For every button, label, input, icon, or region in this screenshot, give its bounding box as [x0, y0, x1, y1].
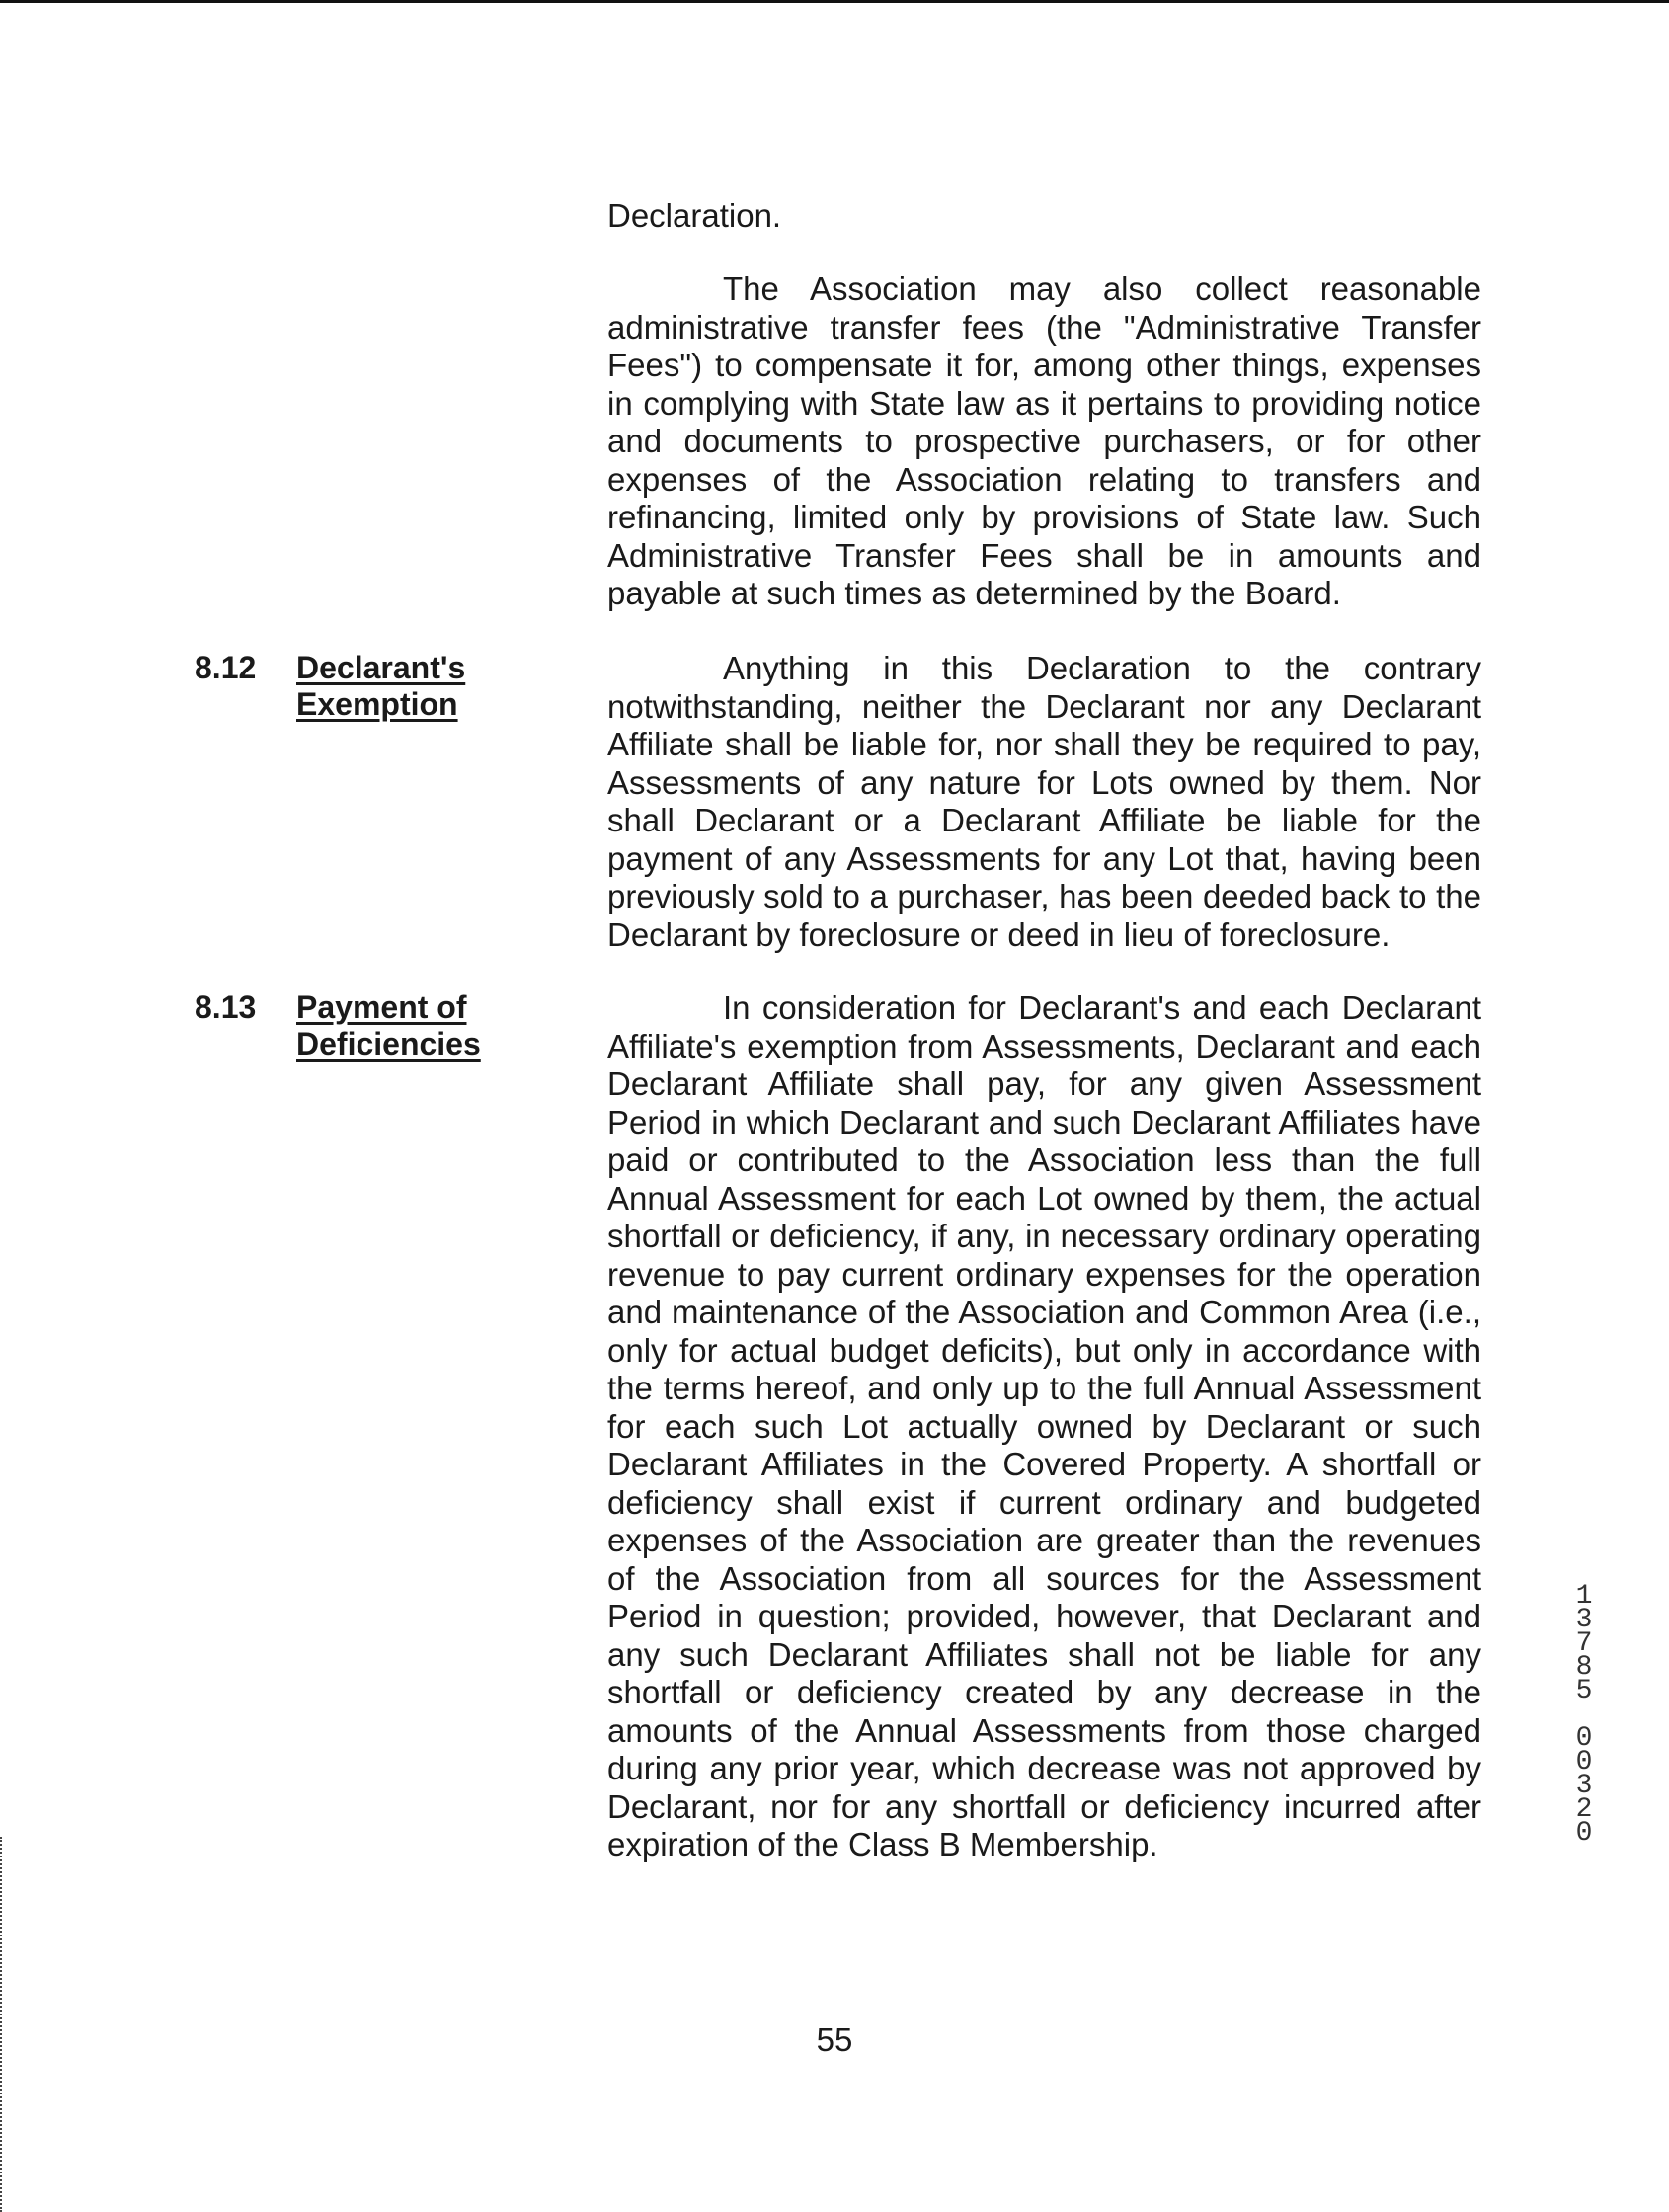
scan-edge-mark	[0, 1837, 4, 2212]
page-number: 55	[816, 2021, 853, 2058]
section-8-13-body	[607, 989, 1481, 1864]
section-8-12-number: 8.12	[195, 650, 257, 685]
section-8-12-body	[607, 650, 1481, 954]
section-8-13-number: 8.13	[195, 989, 257, 1025]
continuation-text	[607, 198, 1481, 236]
page-top-border	[0, 0, 1669, 3]
side-recording-stamp: 1 3 7 8 5 0 0 3 2 0	[1575, 1581, 1593, 1849]
section-8-13-heading-line2: Deficiencies	[296, 1026, 481, 1062]
section-8-12-heading-line1: Declarant's	[296, 650, 466, 685]
section-8-13-heading	[296, 989, 494, 1063]
section-8-13-heading-line1: Payment of	[296, 989, 467, 1025]
section-8-12-heading	[296, 650, 494, 723]
paragraph-transfer-fees	[607, 271, 1481, 613]
transfer-fees-text: The Association may also collect reasonable administrative transfer fees (the "Administrative Transfer Fees") to compensate it for, among other things, expenses in complying with State law as it pertains to providing notice and documents to prospective purchasers, or for other expenses of the Association relating to transfers and refinancing, limited only by provisions of State law. Such Administrative Transfer Fees shall be in amounts and payable at such times as determined by the Board.	[607, 271, 1481, 611]
section-8-12-text: Anything in this Declaration to the contrary notwithstanding, neither the Declarant nor any Declarant Affiliate shall be liable for, nor shall they be required to pay, Assessments of any nature for Lots owned by them. Nor shall Declarant or a Declarant Affiliate be liable for the payment of any Assessments for any Lot that, having been previously sold to a purchaser, has been deeded back to the Declarant by foreclosure or deed in lieu of foreclosure.	[607, 650, 1481, 953]
section-8-13-text: In consideration for Declarant's and each Declarant Affiliate's exemption from Assessments, Declarant and each Declarant Affiliate shall pay, for any given Assessment Period in which Declarant and such Declarant Affiliates have paid or contributed to the Association less than the full Annual Assessment for each Lot owned by them, the actual shortfall or deficiency, if any, in necessary ordinary operating revenue to pay current ordinary expenses for the operation and maintenance of the Association and Common Area (i.e., only for actual budget deficits), but only in accordance with the terms hereof, and only up to the full Annual Assessment for each such Lot actually owned by Declarant or such Declarant Affiliates in the Covered Property. A shortfall or deficiency shall exist if current ordinary and budgeted expenses of the Association are greater than the revenues of the Association from all sources for the Assessment Period in question; provided, however, that Declarant and any such Declarant Affiliates shall not be liable for any shortfall or deficiency created by any decrease in the amounts of the Annual Assessments from those charged during any prior year, which decrease was not approved by Declarant, nor for any shortfall or deficiency incurred after expiration of the Class B Membership.	[607, 989, 1481, 1862]
section-8-12-heading-line2: Exemption	[296, 686, 458, 722]
continuation-paragraph: Declaration.	[607, 198, 782, 234]
